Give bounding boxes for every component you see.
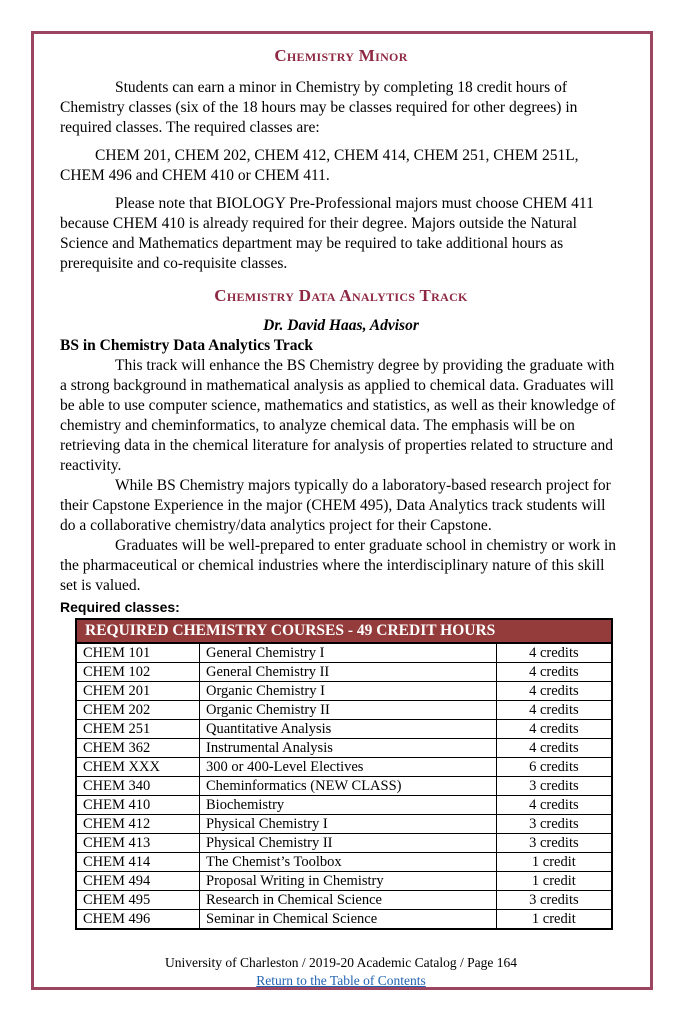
cell-credits: 4 credits: [496, 643, 612, 663]
table-row: [76, 682, 612, 701]
table-row: [76, 910, 612, 930]
cell-code: CHEM 413: [76, 834, 200, 853]
return-to-toc-link[interactable]: Return to the Table of Contents: [256, 973, 426, 988]
table-row: [76, 872, 612, 891]
cell-title: Physical Chemistry I: [200, 815, 497, 834]
cell-credits: 1 credit: [496, 853, 612, 872]
cell-code: CHEM 410: [76, 796, 200, 815]
cell-title: Seminar in Chemical Science: [200, 910, 497, 930]
table-header-row: [76, 619, 612, 643]
cell-title: General Chemistry I: [200, 643, 497, 663]
cell-title: Quantitative Analysis: [200, 720, 497, 739]
footer-catalog-line: University of Charleston / 2019-20 Academic Catalog / Page 164: [164, 955, 518, 970]
track-paragraph-1: This track will enhance the BS Chemistry degree by providing the graduate with a strong background in mathematical analysis as applied to chemical data. Graduates will be able to use computer science, mathematics and statistics, as well as their knowledge of chemistry and cheminformatics, to analyze chemical data. The emphasis will be on retrieving data in the chemical literature for analysis of properties related to structure and reactivity.: [60, 357, 616, 474]
cell-title: 300 or 400-Level Electives: [200, 758, 497, 777]
table-row: [76, 815, 612, 834]
cell-title: Organic Chemistry I: [200, 682, 497, 701]
cell-code: CHEM 362: [76, 739, 200, 758]
cell-credits: 1 credit: [496, 872, 612, 891]
cell-title: Physical Chemistry II: [200, 834, 497, 853]
cell-code: CHEM XXX: [76, 758, 200, 777]
table-title-bar: REQUIRED CHEMISTRY COURSES - 49 CREDIT HOURS: [76, 619, 612, 643]
cell-credits: 3 credits: [496, 777, 612, 796]
cell-credits: 4 credits: [496, 796, 612, 815]
cell-title: Instrumental Analysis: [200, 739, 497, 758]
cell-credits: 4 credits: [496, 739, 612, 758]
bs-track-subheading: BS in Chemistry Data Analytics Track: [60, 337, 314, 354]
table-row: [76, 663, 612, 682]
cell-code: CHEM 102: [76, 663, 200, 682]
minor-course-list-paragraph: CHEM 201, CHEM 202, CHEM 412, CHEM 414, CHEM 251, CHEM 251L, CHEM 496 and CHEM 410 or CHEM 411.: [60, 147, 579, 184]
table-row: [76, 643, 612, 663]
table-row: [76, 796, 612, 815]
cell-credits: 3 credits: [496, 815, 612, 834]
required-classes-label: Required classes:: [60, 599, 180, 615]
table-row: [76, 720, 612, 739]
page-footer: [60, 954, 622, 990]
cell-code: CHEM 496: [76, 910, 200, 930]
cell-code: CHEM 340: [76, 777, 200, 796]
table-row: [76, 777, 612, 796]
table-row: [76, 701, 612, 720]
table-row: [76, 834, 612, 853]
cell-credits: 4 credits: [496, 701, 612, 720]
cell-code: CHEM 101: [76, 643, 200, 663]
cell-code: CHEM 202: [76, 701, 200, 720]
minor-note-paragraph: Please note that BIOLOGY Pre-Professional majors must choose CHEM 411 because CHEM 410 is already required for their degree. Majors outside the Natural Science and Mathematics department may be required to take additional hours as prerequisite and co-requisite classes.: [60, 195, 594, 272]
cell-title: General Chemistry II: [200, 663, 497, 682]
cell-credits: 4 credits: [496, 663, 612, 682]
cell-title: Organic Chemistry II: [200, 701, 497, 720]
cell-credits: 3 credits: [496, 834, 612, 853]
cell-code: CHEM 251: [76, 720, 200, 739]
cell-title: Biochemistry: [200, 796, 497, 815]
catalog-page-frame: [31, 31, 653, 990]
table-row: [76, 891, 612, 910]
track-paragraph-3: Graduates will be well-prepared to enter graduate school in chemistry or work in the pharmaceutical or chemical industries where the interdisciplinary nature of this skill set is valued.: [60, 537, 616, 594]
cell-credits: 1 credit: [496, 910, 612, 930]
cell-code: CHEM 494: [76, 872, 200, 891]
advisor-line: Dr. David Haas, Advisor: [263, 317, 419, 334]
data-analytics-track-heading: Chemistry Data Analytics Track: [214, 286, 468, 305]
minor-intro-paragraph: Students can earn a minor in Chemistry by completing 18 credit hours of Chemistry classes (six of the 18 hours may be classes required for other degrees) in required classes. The required classes are:: [60, 79, 578, 136]
table-row: [76, 853, 612, 872]
cell-title: Proposal Writing in Chemistry: [200, 872, 497, 891]
cell-code: CHEM 414: [76, 853, 200, 872]
cell-credits: 6 credits: [496, 758, 612, 777]
chemistry-minor-heading: Chemistry Minor: [274, 46, 408, 65]
cell-title: Cheminformatics (NEW CLASS): [200, 777, 497, 796]
cell-credits: 4 credits: [496, 720, 612, 739]
required-courses-table: [75, 618, 613, 930]
track-paragraph-2: While BS Chemistry majors typically do a laboratory-based research project for their Capstone Experience in the major (CHEM 495), Data Analytics track students will do a collaborative chemistry/data analytics project for their Capstone.: [60, 477, 611, 534]
table-row: [76, 739, 612, 758]
cell-code: CHEM 201: [76, 682, 200, 701]
cell-code: CHEM 412: [76, 815, 200, 834]
cell-code: CHEM 495: [76, 891, 200, 910]
cell-title: The Chemist’s Toolbox: [200, 853, 497, 872]
cell-credits: 4 credits: [496, 682, 612, 701]
cell-credits: 3 credits: [496, 891, 612, 910]
cell-title: Research in Chemical Science: [200, 891, 497, 910]
table-row: [76, 758, 612, 777]
